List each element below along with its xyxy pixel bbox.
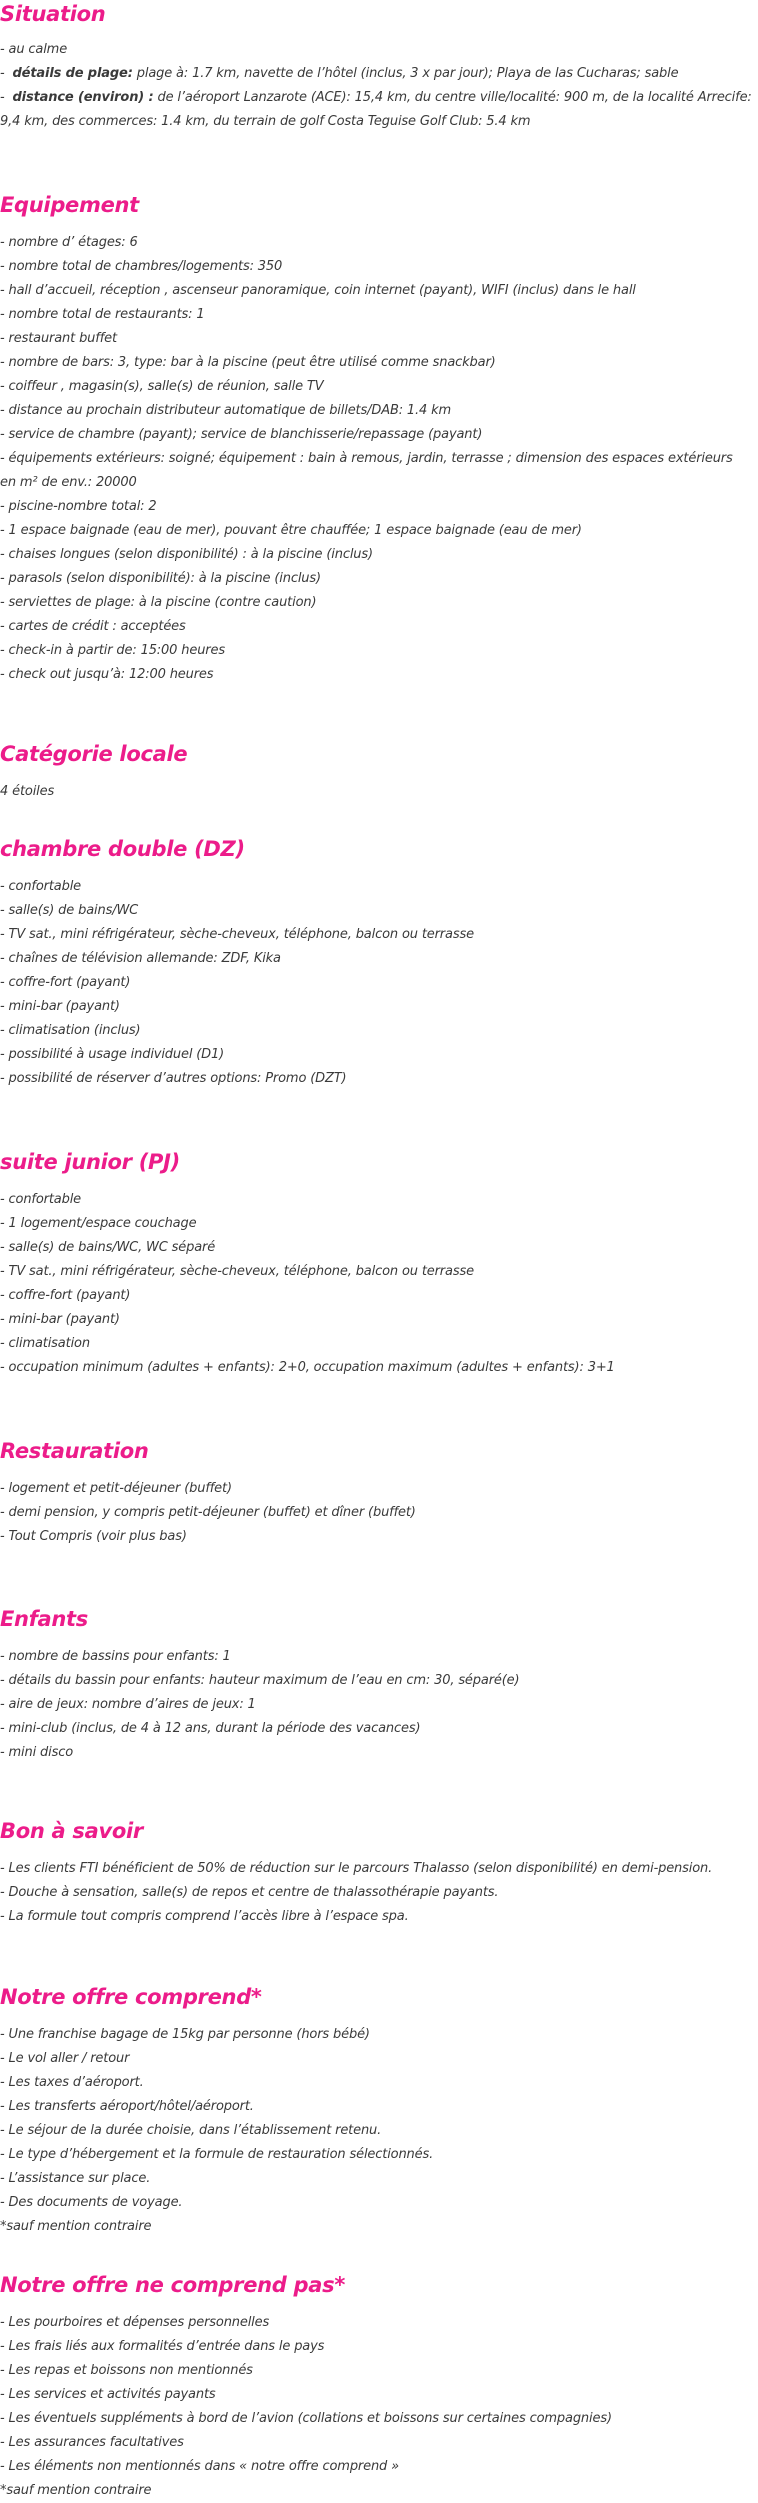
offre-ne-comprend-pas-list bbox=[0, 2311, 758, 2503]
list-item: - parasols (selon disponibilité): à la piscine (inclus) bbox=[0, 571, 321, 586]
item-text: de l’aéroport Lanzarote (ACE): 15,4 km, du centre ville/localité: 900 m, de la localité Arrecife: 9,4 km, des commerces: 1.4 km, du terrain de golf Costa Teguise Golf Club: 5.4 km bbox=[0, 90, 752, 129]
list-item: - mini-bar (payant) bbox=[0, 1312, 120, 1327]
list-item: - Les taxes d’aéroport. bbox=[0, 2075, 144, 2090]
enfants-list bbox=[0, 1645, 758, 1765]
list-item: - climatisation bbox=[0, 1336, 90, 1351]
section-chambre-double bbox=[0, 835, 758, 1091]
section-bon-a-savoir bbox=[0, 1817, 758, 1929]
list-item: - chaînes de télévision allemande: ZDF, Kika bbox=[0, 951, 281, 966]
list-item: - aire de jeux: nombre d’aires de jeux: 1 bbox=[0, 1697, 256, 1712]
list-item: - 1 logement/espace couchage bbox=[0, 1216, 197, 1231]
list-item: - Les assurances facultatives bbox=[0, 2435, 184, 2450]
list-item: - Les éléments non mentionnés dans « notre offre comprend » bbox=[0, 2459, 400, 2474]
list-item: - nombre total de restaurants: 1 bbox=[0, 307, 205, 322]
list-item: - nombre total de chambres/logements: 350 bbox=[0, 259, 283, 274]
list-item: - coffre-fort (payant) bbox=[0, 975, 131, 990]
chambre-double-list bbox=[0, 875, 758, 1091]
suite-junior-list bbox=[0, 1188, 758, 1380]
list-item: - TV sat., mini réfrigérateur, sèche-cheveux, téléphone, balcon ou terrasse bbox=[0, 927, 474, 942]
list-item: - service de chambre (payant); service de blanchisserie/repassage (payant) bbox=[0, 427, 483, 442]
list-item: - restaurant buffet bbox=[0, 331, 117, 346]
list-item: - nombre d’ étages: 6 bbox=[0, 235, 138, 250]
list-item: - distance (environ) : de l’aéroport Lanzarote (ACE): 15,4 km, du centre ville/localité: 900 m, de la localité Arrecife: 9,4 km, des commerces: 1.4 km, du terrain de golf Costa Teguise Golf Club: 5.4 km bbox=[0, 90, 752, 129]
list-item: - occupation minimum (adultes + enfants): 2+0, occupation maximum (adultes + enfants): 3+1 bbox=[0, 1360, 615, 1375]
offre-comprend-list bbox=[0, 2023, 758, 2239]
list-item: - piscine-nombre total: 2 bbox=[0, 499, 157, 514]
item-text: plage à: 1.7 km, navette de l’hôtel (inclus, 3 x par jour); Playa de las Cucharas; sable bbox=[136, 66, 679, 81]
list-item: - Les repas et boissons non mentionnés bbox=[0, 2363, 253, 2378]
list-item: - TV sat., mini réfrigérateur, sèche-cheveux, téléphone, balcon ou terrasse bbox=[0, 1264, 474, 1279]
list-item: - possibilité à usage individuel (D1) bbox=[0, 1047, 225, 1062]
categorie-list bbox=[0, 780, 758, 804]
list-item: - salle(s) de bains/WC bbox=[0, 903, 139, 918]
equipement-list bbox=[0, 231, 758, 687]
list-item: - au calme bbox=[0, 42, 68, 57]
section-enfants bbox=[0, 1605, 758, 1765]
list-item: - demi pension, y compris petit-déjeuner (buffet) et dîner (buffet) bbox=[0, 1505, 416, 1520]
bon-a-savoir-list bbox=[0, 1857, 758, 1929]
section-title-equipement: Equipement bbox=[0, 193, 139, 217]
list-item: - Les pourboires et dépenses personnelles bbox=[0, 2315, 270, 2330]
list-item: - hall d’accueil, réception , ascenseur panoramique, coin internet (payant), WIFI (inclus) dans le hall bbox=[0, 283, 636, 298]
section-offre-comprend bbox=[0, 1983, 758, 2239]
list-item: - nombre de bassins pour enfants: 1 bbox=[0, 1649, 231, 1664]
list-item: - Des documents de voyage. bbox=[0, 2195, 183, 2210]
list-item: - La formule tout compris comprend l’accès libre à l’espace spa. bbox=[0, 1909, 409, 1924]
list-item: - détails du bassin pour enfants: hauteur maximum de l’eau en cm: 30, séparé(e) bbox=[0, 1673, 520, 1688]
list-item: - détails de plage: plage à: 1.7 km, navette de l’hôtel (inclus, 3 x par jour); Playa de las Cucharas; sable bbox=[0, 66, 679, 81]
section-title-enfants: Enfants bbox=[0, 1607, 88, 1631]
list-item: - Douche à sensation, salle(s) de repos et centre de thalassothérapie payants. bbox=[0, 1885, 499, 1900]
section-title-bon-a-savoir: Bon à savoir bbox=[0, 1819, 143, 1843]
list-item: - mini-club (inclus, de 4 à 12 ans, durant la période des vacances) bbox=[0, 1721, 421, 1736]
list-item: - Les éventuels suppléments à bord de l’avion (collations et boissons sur certaines compagnies) bbox=[0, 2411, 612, 2426]
section-categorie-locale bbox=[0, 740, 758, 804]
list-item: - confortable bbox=[0, 879, 82, 894]
section-title-categorie: Catégorie locale bbox=[0, 742, 188, 766]
section-situation bbox=[0, 0, 758, 134]
footnote: *sauf mention contraire bbox=[0, 2483, 152, 2498]
section-title-offre-ne-comprend-pas: Notre offre ne comprend pas* bbox=[0, 2273, 346, 2297]
list-item: - climatisation (inclus) bbox=[0, 1023, 141, 1038]
list-item: - check out jusqu’à: 12:00 heures bbox=[0, 667, 214, 682]
list-item: - mini-bar (payant) bbox=[0, 999, 120, 1014]
list-item: - nombre de bars: 3, type: bar à la piscine (peut être utilisé comme snackbar) bbox=[0, 355, 496, 370]
list-item: - confortable bbox=[0, 1192, 82, 1207]
list-item: - Les transferts aéroport/hôtel/aéroport. bbox=[0, 2099, 254, 2114]
list-item: - Le vol aller / retour bbox=[0, 2051, 130, 2066]
star-rating-text: 4 étoiles bbox=[0, 784, 55, 799]
list-item: - coiffeur , magasin(s), salle(s) de réunion, salle TV bbox=[0, 379, 324, 394]
list-item: - coffre-fort (payant) bbox=[0, 1288, 131, 1303]
section-offre-ne-comprend-pas bbox=[0, 2271, 758, 2503]
section-suite-junior bbox=[0, 1148, 758, 1380]
section-restauration bbox=[0, 1437, 758, 1549]
list-item: - logement et petit-déjeuner (buffet) bbox=[0, 1481, 232, 1496]
list-item: - salle(s) de bains/WC, WC séparé bbox=[0, 1240, 216, 1255]
list-item: - Le type d’hébergement et la formule de restauration sélectionnés. bbox=[0, 2147, 434, 2162]
list-item: - mini disco bbox=[0, 1745, 74, 1760]
list-item: - Une franchise bagage de 15kg par personne (hors bébé) bbox=[0, 2027, 370, 2042]
list-item: - Les clients FTI bénéficient de 50% de réduction sur le parcours Thalasso (selon disponibilité) en demi-pension. bbox=[0, 1861, 713, 1876]
section-title-offre-comprend: Notre offre comprend* bbox=[0, 1985, 262, 2009]
list-item: - Les services et activités payants bbox=[0, 2387, 216, 2402]
list-item: - cartes de crédit : acceptées bbox=[0, 619, 186, 634]
list-item: - Le séjour de la durée choisie, dans l’établissement retenu. bbox=[0, 2123, 382, 2138]
restauration-list bbox=[0, 1477, 758, 1549]
list-item: - distance au prochain distributeur automatique de billets/DAB: 1.4 km bbox=[0, 403, 452, 418]
list-item: - équipements extérieurs: soigné; équipement : bain à remous, jardin, terrasse ; dimension des espaces extérieurs en m² de env.: 20000 bbox=[0, 451, 733, 490]
section-title-situation: Situation bbox=[0, 2, 106, 26]
list-item: - Tout Compris (voir plus bas) bbox=[0, 1529, 187, 1544]
list-item: - possibilité de réserver d’autres options: Promo (DZT) bbox=[0, 1071, 347, 1086]
situation-list bbox=[0, 38, 758, 134]
item-label: distance (environ) : bbox=[12, 90, 154, 105]
list-item: - chaises longues (selon disponibilité) : à la piscine (inclus) bbox=[0, 547, 373, 562]
item-label: détails de plage: bbox=[12, 66, 133, 81]
list-item: - 1 espace baignade (eau de mer), pouvant être chauffée; 1 espace baignade (eau de mer) bbox=[0, 523, 582, 538]
section-title-chambre-double: chambre double (DZ) bbox=[0, 837, 245, 861]
list-item: - check-in à partir de: 15:00 heures bbox=[0, 643, 225, 658]
section-title-restauration: Restauration bbox=[0, 1439, 149, 1463]
section-title-suite-junior: suite junior (PJ) bbox=[0, 1150, 180, 1174]
footnote: *sauf mention contraire bbox=[0, 2219, 152, 2234]
list-item: - L’assistance sur place. bbox=[0, 2171, 151, 2186]
section-equipement bbox=[0, 191, 758, 687]
list-item: - Les frais liés aux formalités d’entrée dans le pays bbox=[0, 2339, 325, 2354]
list-item: - serviettes de plage: à la piscine (contre caution) bbox=[0, 595, 317, 610]
